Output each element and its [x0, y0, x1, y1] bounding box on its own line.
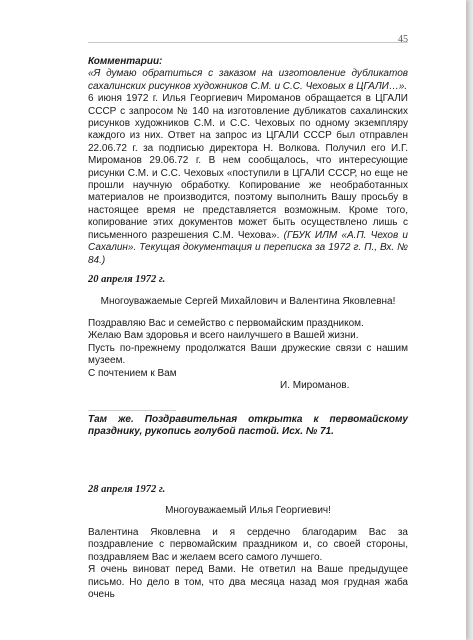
- letter2-salutation: Многоуважаемый Илья Георгиевич!: [165, 505, 331, 516]
- commentary-heading: Комментарии:: [88, 56, 163, 67]
- letter1-body: [88, 318, 408, 380]
- page-number: 45: [398, 34, 408, 45]
- letter1-date: 20 апреля 1972 г.: [88, 274, 166, 285]
- letter1-line3: Пусть по-прежнему продолжатся Ваши дружеские связи с нашим музеем.: [88, 342, 408, 367]
- header-rule: [88, 42, 408, 43]
- letter1-closing: С почтением к Вам: [88, 367, 177, 379]
- note-separator: [88, 410, 176, 411]
- letter1-line2: Желаю Вам здоровья и всего наилучшего в Вашей жизни.: [88, 330, 359, 342]
- letter2-para2: Я очень виноват перед Вами. Не ответил на Ваше предыдущее письмо. Но дело в том, что два месяца назад моя грудная жаба очень: [88, 564, 408, 601]
- letter1-line1: Поздравляю Вас и семейство с первомайским праздником.: [88, 318, 364, 329]
- letter2-date: 28 апреля 1972 г.: [88, 484, 166, 495]
- commentary-source: (ГБУК ИЛМ «А.П. Чехов и Сахалин». Текущая документация и переписка за 1972 г. П., Вх. № 84.): [88, 229, 408, 266]
- commentary-block: [88, 56, 408, 267]
- letter2-para1: Валентина Яковлевна и я сердечно благодарим Вас за поздравление с первомайским праздником и, со своей стороны, поздравляем Вас и желаем всего самого лучшего.: [88, 527, 408, 563]
- letter2-body: [88, 527, 408, 601]
- commentary-body: 6 июня 1972 г. Илья Георгиевич Миромaнов обращается в ЦГАЛИ СССР с запросом № 140 на изготовление дубликатов сахалинских рисунков художников С.М. и С.С. Чеховых по одному экземпляру каждого из них. Ответ на запрос из ЦГАЛИ СССР был отправлен 22.06.72 г. за подписью директора Н. Волкова. Получил его И.Г. Миромaнов 29.06.72 г. В нем сообщалось, что интересующие рисунки С.М. и С.С. Чеховых «поступили в ЦГАЛИ СССР, но еще не прошли научную обработку. Копирование же необработанных материалов не производится, поэтому выполнить Вашу просьбу в настоящее время не представляется возможным. Кроме того, копирование этих документов может быть осуществлено лишь с письменного разрешения С.М. Чехова».: [88, 93, 408, 241]
- note1: Там же. Поздравительная открытка к первомайскому празднику, рукопись голубой пастой. Исх. № 71.: [88, 414, 408, 438]
- letter1-signature: И. Миромaнов.: [280, 380, 350, 391]
- commentary-body-wrap: [88, 93, 408, 267]
- letter1-salutation: Многоуважаемые Сергей Михайлович и Валентина Яковлевна!: [100, 296, 396, 307]
- commentary-quote: «Я думаю обратиться с заказом на изготовление дубликатов сахалинских рисунков художников С.М. и С.С. Чеховых в ЦГАЛИ…».: [88, 68, 408, 92]
